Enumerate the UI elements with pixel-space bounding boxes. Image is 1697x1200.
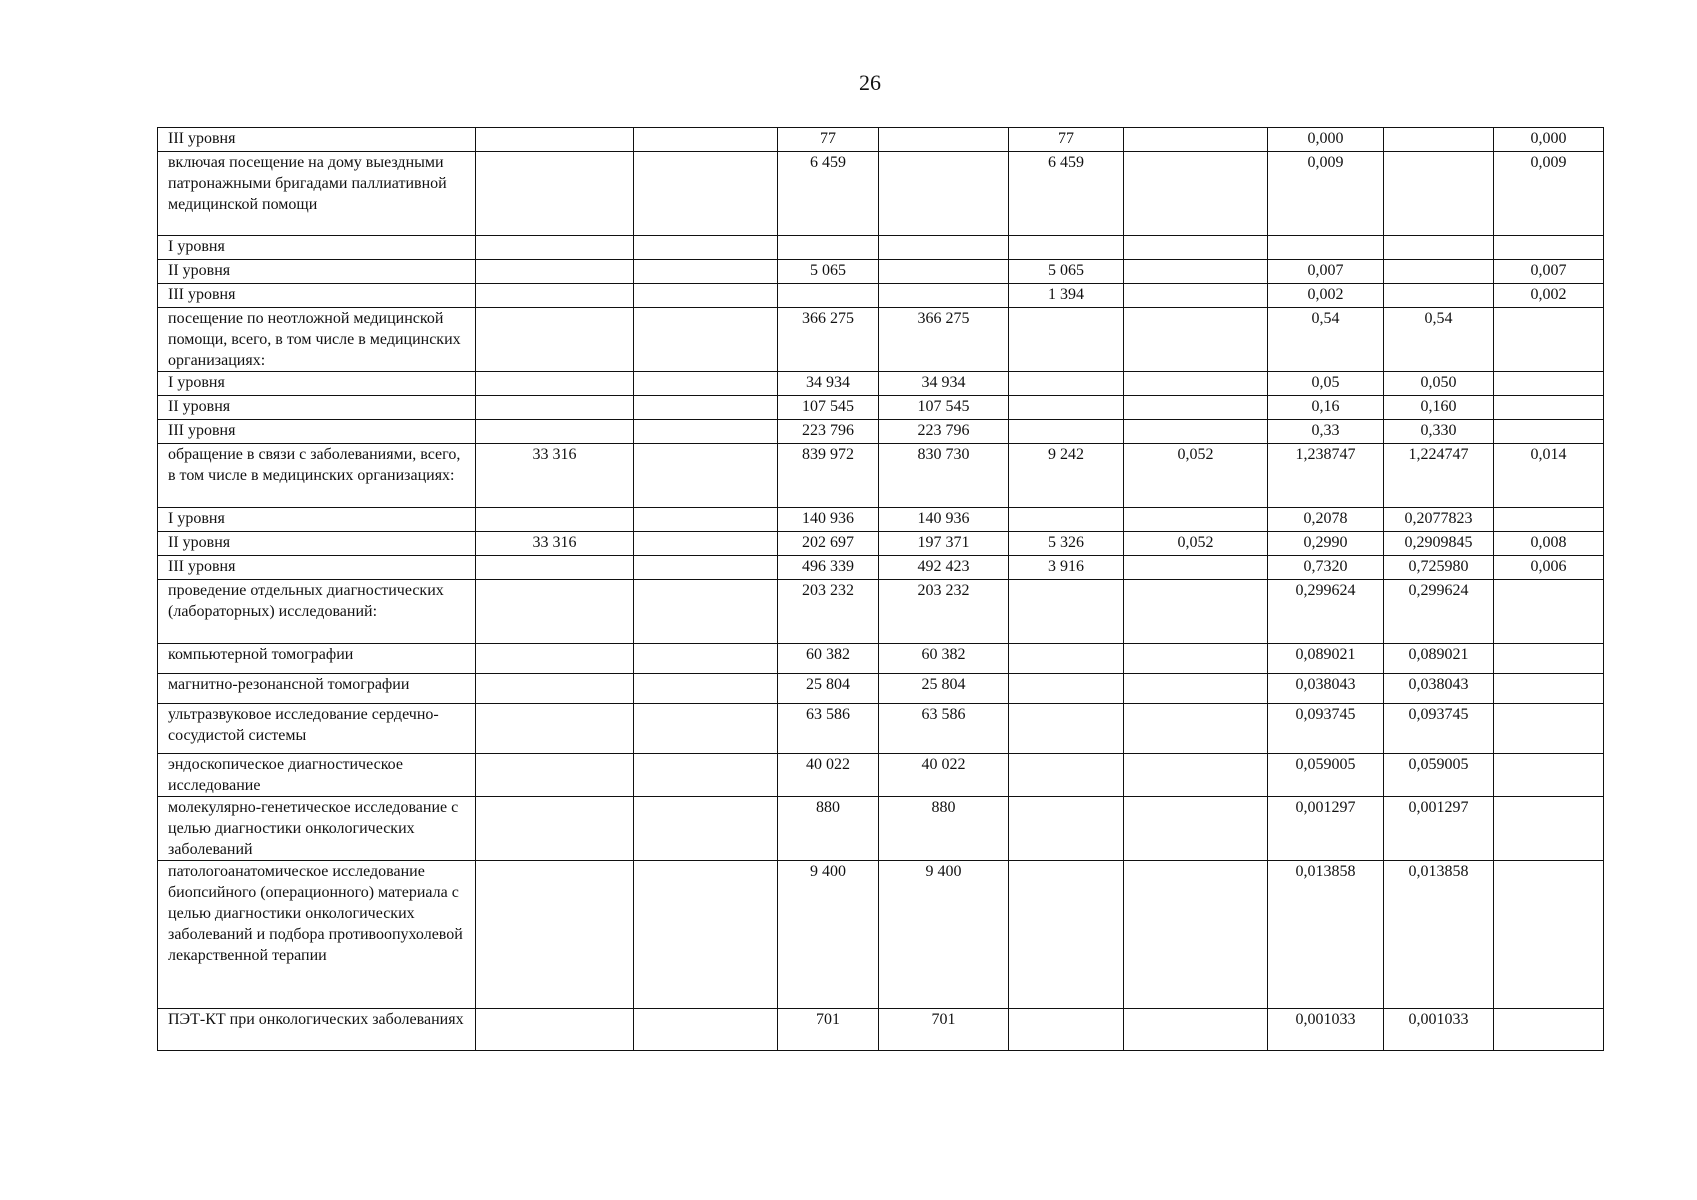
table-cell — [1124, 128, 1268, 152]
table-row — [158, 754, 1604, 797]
table-cell: 5 326 — [1009, 532, 1124, 556]
table-cell: 0,001033 — [1268, 1009, 1384, 1051]
table-cell — [1009, 308, 1124, 372]
table-cell: 34 934 — [778, 372, 879, 396]
table-cell — [634, 704, 778, 754]
table-cell: 3 916 — [1009, 556, 1124, 580]
table-cell: 0,54 — [1268, 308, 1384, 372]
table-cell — [476, 644, 634, 674]
table-cell: 0,160 — [1384, 396, 1494, 420]
table-cell: 77 — [1009, 128, 1124, 152]
row-label: III уровня — [158, 556, 476, 580]
table-cell: 0,54 — [1384, 308, 1494, 372]
table-cell — [1494, 797, 1604, 861]
table-cell — [1009, 396, 1124, 420]
table-cell — [634, 754, 778, 797]
table-cell — [476, 236, 634, 260]
table-cell: 0,000 — [1268, 128, 1384, 152]
table-cell — [476, 556, 634, 580]
table-cell — [634, 508, 778, 532]
table-cell: 701 — [778, 1009, 879, 1051]
table-cell: 0,001033 — [1384, 1009, 1494, 1051]
table-cell — [1009, 644, 1124, 674]
row-label: магнитно-резонансной томографии — [158, 674, 476, 704]
table-cell: 77 — [778, 128, 879, 152]
table-cell — [1124, 556, 1268, 580]
table-cell: 0,089021 — [1384, 644, 1494, 674]
table-row — [158, 372, 1604, 396]
table-cell: 0,16 — [1268, 396, 1384, 420]
row-label: ультразвуковое исследование сердечно-сосудистой системы — [158, 704, 476, 754]
table-cell: 25 804 — [879, 674, 1009, 704]
table-cell: 0,093745 — [1384, 704, 1494, 754]
table-cell — [1494, 236, 1604, 260]
table-cell — [476, 1009, 634, 1051]
table-cell — [1009, 754, 1124, 797]
row-label: I уровня — [158, 508, 476, 532]
table-cell — [1494, 580, 1604, 644]
table-cell — [1009, 508, 1124, 532]
table-cell — [1124, 644, 1268, 674]
row-label: III уровня — [158, 284, 476, 308]
table-row — [158, 644, 1604, 674]
table-cell — [1009, 372, 1124, 396]
table-cell — [634, 580, 778, 644]
table-cell: 5 065 — [778, 260, 879, 284]
table-cell — [634, 797, 778, 861]
table-cell — [1124, 861, 1268, 1009]
table-row — [158, 1009, 1604, 1051]
table-cell — [1124, 372, 1268, 396]
table-cell: 0,330 — [1384, 420, 1494, 444]
table-cell — [476, 580, 634, 644]
table-cell — [634, 556, 778, 580]
table-cell — [634, 396, 778, 420]
table-cell — [1124, 704, 1268, 754]
table-cell — [778, 284, 879, 308]
table-cell — [1124, 508, 1268, 532]
page-number: 26 — [859, 70, 881, 95]
table-cell: 203 232 — [778, 580, 879, 644]
table-cell: 0,089021 — [1268, 644, 1384, 674]
table-row — [158, 797, 1604, 861]
table-cell — [778, 236, 879, 260]
table-cell — [476, 152, 634, 236]
table-cell — [476, 704, 634, 754]
table-row — [158, 861, 1604, 1009]
table-cell: 6 459 — [1009, 152, 1124, 236]
table-cell — [476, 308, 634, 372]
table-cell — [634, 1009, 778, 1051]
row-label: молекулярно-генетическое исследование с целью диагностики онкологических заболеваний — [158, 797, 476, 861]
table-cell — [1494, 704, 1604, 754]
row-label: обращение в связи с заболеваниями, всего, в том числе в медицинских организациях: — [158, 444, 476, 508]
table-cell — [879, 152, 1009, 236]
table-cell — [476, 797, 634, 861]
table-cell — [1494, 1009, 1604, 1051]
table-cell — [1384, 284, 1494, 308]
table-cell: 0,2990 — [1268, 532, 1384, 556]
table-cell: 60 382 — [879, 644, 1009, 674]
table-cell: 34 934 — [879, 372, 1009, 396]
table-cell — [634, 644, 778, 674]
table-cell: 0,013858 — [1268, 861, 1384, 1009]
table-row — [158, 704, 1604, 754]
table-cell — [634, 128, 778, 152]
table-body — [158, 128, 1604, 1051]
table-cell: 1,238747 — [1268, 444, 1384, 508]
table-cell — [634, 674, 778, 704]
table-cell — [476, 396, 634, 420]
table-cell — [879, 128, 1009, 152]
table-cell: 25 804 — [778, 674, 879, 704]
table-cell: 197 371 — [879, 532, 1009, 556]
table-cell: 9 400 — [879, 861, 1009, 1009]
table-cell — [476, 420, 634, 444]
table-cell: 0,013858 — [1384, 861, 1494, 1009]
table-cell — [1124, 152, 1268, 236]
table-cell — [1124, 308, 1268, 372]
table-cell — [634, 152, 778, 236]
table-cell: 1 394 — [1009, 284, 1124, 308]
table-cell: 107 545 — [778, 396, 879, 420]
data-table — [157, 127, 1604, 1051]
table-cell: 0,008 — [1494, 532, 1604, 556]
table-cell: 0,006 — [1494, 556, 1604, 580]
table-cell: 830 730 — [879, 444, 1009, 508]
table-cell — [1009, 1009, 1124, 1051]
table-cell — [1494, 508, 1604, 532]
table-cell — [634, 308, 778, 372]
table-cell: 0,002 — [1268, 284, 1384, 308]
table-row — [158, 236, 1604, 260]
table-cell: 0,725980 — [1384, 556, 1494, 580]
table-cell: 0,001297 — [1384, 797, 1494, 861]
table-row — [158, 508, 1604, 532]
table-cell: 880 — [778, 797, 879, 861]
row-label: посещение по неотложной медицинской помощи, всего, в том числе в медицинских организациях: — [158, 308, 476, 372]
table-cell: 63 586 — [879, 704, 1009, 754]
table-cell: 496 339 — [778, 556, 879, 580]
table-cell: 492 423 — [879, 556, 1009, 580]
table-cell: 0,059005 — [1268, 754, 1384, 797]
table-cell: 0,038043 — [1384, 674, 1494, 704]
table-cell — [879, 236, 1009, 260]
table-row — [158, 532, 1604, 556]
table-cell: 33 316 — [476, 532, 634, 556]
row-label: ПЭТ-КТ при онкологических заболеваниях — [158, 1009, 476, 1051]
table-cell: 202 697 — [778, 532, 879, 556]
table-cell — [1384, 152, 1494, 236]
row-label: II уровня — [158, 396, 476, 420]
table-cell: 0,2078 — [1268, 508, 1384, 532]
table-cell: 366 275 — [879, 308, 1009, 372]
table-cell: 140 936 — [879, 508, 1009, 532]
table-cell — [1124, 420, 1268, 444]
table-cell — [1124, 674, 1268, 704]
table-cell — [634, 420, 778, 444]
table-cell — [634, 372, 778, 396]
table-cell — [1124, 260, 1268, 284]
table-cell — [1124, 396, 1268, 420]
table-cell: 839 972 — [778, 444, 879, 508]
table-cell: 0,299624 — [1384, 580, 1494, 644]
table-cell — [1268, 236, 1384, 260]
table-cell — [634, 444, 778, 508]
table-cell — [476, 284, 634, 308]
row-label: эндоскопическое диагностическое исследование — [158, 754, 476, 797]
table-cell: 0,052 — [1124, 444, 1268, 508]
table-cell: 0,052 — [1124, 532, 1268, 556]
table-cell — [1124, 236, 1268, 260]
table-cell — [1009, 861, 1124, 1009]
table-cell — [1494, 372, 1604, 396]
table-cell: 880 — [879, 797, 1009, 861]
table-cell — [1009, 674, 1124, 704]
table-cell: 203 232 — [879, 580, 1009, 644]
table-cell: 0,299624 — [1268, 580, 1384, 644]
table-cell: 0,001297 — [1268, 797, 1384, 861]
table-cell — [476, 508, 634, 532]
row-label: компьютерной томографии — [158, 644, 476, 674]
table-cell — [634, 284, 778, 308]
table-cell: 0,002 — [1494, 284, 1604, 308]
row-label: II уровня — [158, 260, 476, 284]
table-cell — [476, 674, 634, 704]
row-label: III уровня — [158, 420, 476, 444]
table-cell — [1384, 236, 1494, 260]
table-cell — [1384, 260, 1494, 284]
table-cell — [1124, 797, 1268, 861]
table-row — [158, 444, 1604, 508]
table-cell — [1494, 674, 1604, 704]
table-cell: 0,000 — [1494, 128, 1604, 152]
table-cell — [1494, 308, 1604, 372]
table-cell: 9 400 — [778, 861, 879, 1009]
table-cell: 0,007 — [1268, 260, 1384, 284]
table-cell: 0,007 — [1494, 260, 1604, 284]
table-cell — [1494, 420, 1604, 444]
table-cell: 5 065 — [1009, 260, 1124, 284]
table-cell: 366 275 — [778, 308, 879, 372]
table-cell — [1009, 797, 1124, 861]
table-cell — [1124, 284, 1268, 308]
table-row — [158, 580, 1604, 644]
table-cell — [1009, 704, 1124, 754]
table-cell — [476, 128, 634, 152]
row-label: III уровня — [158, 128, 476, 152]
table-cell: 0,7320 — [1268, 556, 1384, 580]
row-label: включая посещение на дому выездными патронажными бригадами паллиативной медицинской помощи — [158, 152, 476, 236]
table-cell: 223 796 — [778, 420, 879, 444]
table-cell: 0,05 — [1268, 372, 1384, 396]
table-cell — [634, 532, 778, 556]
row-label: II уровня — [158, 532, 476, 556]
table-cell — [1009, 420, 1124, 444]
table-cell: 0,2909845 — [1384, 532, 1494, 556]
table-cell: 40 022 — [879, 754, 1009, 797]
table-row — [158, 284, 1604, 308]
table-cell: 0,059005 — [1384, 754, 1494, 797]
table-cell — [1124, 754, 1268, 797]
table-row — [158, 420, 1604, 444]
table-cell: 140 936 — [778, 508, 879, 532]
row-label: проведение отдельных диагностических (лабораторных) исследований: — [158, 580, 476, 644]
table-cell: 0,050 — [1384, 372, 1494, 396]
table-row — [158, 260, 1604, 284]
table-cell: 0,093745 — [1268, 704, 1384, 754]
table-cell: 0,009 — [1268, 152, 1384, 236]
table-cell — [634, 236, 778, 260]
table-cell: 0,2077823 — [1384, 508, 1494, 532]
table-row — [158, 556, 1604, 580]
table-cell: 0,038043 — [1268, 674, 1384, 704]
table-cell: 63 586 — [778, 704, 879, 754]
table-row — [158, 674, 1604, 704]
table-cell: 701 — [879, 1009, 1009, 1051]
row-label: патологоанатомическое исследование биопсийного (операционного) материала с целью диагностики онкологических заболеваний и подбора противоопухолевой лекарственной терапии — [158, 861, 476, 1009]
table-cell — [476, 861, 634, 1009]
table-cell — [1384, 128, 1494, 152]
table-cell — [476, 260, 634, 284]
table-cell: 223 796 — [879, 420, 1009, 444]
table-row — [158, 128, 1604, 152]
table-cell — [476, 372, 634, 396]
table-cell — [1494, 861, 1604, 1009]
table-cell — [1494, 754, 1604, 797]
table-cell — [879, 284, 1009, 308]
table-cell: 107 545 — [879, 396, 1009, 420]
table-cell — [879, 260, 1009, 284]
table-cell: 1,224747 — [1384, 444, 1494, 508]
table-cell — [476, 754, 634, 797]
table-cell: 0,014 — [1494, 444, 1604, 508]
row-label: I уровня — [158, 236, 476, 260]
table-cell: 0,009 — [1494, 152, 1604, 236]
table-cell — [1494, 644, 1604, 674]
table-cell: 60 382 — [778, 644, 879, 674]
table-cell: 40 022 — [778, 754, 879, 797]
table-cell — [634, 260, 778, 284]
table-cell: 9 242 — [1009, 444, 1124, 508]
table-row — [158, 152, 1604, 236]
table-cell: 33 316 — [476, 444, 634, 508]
table-cell — [634, 861, 778, 1009]
table-cell — [1009, 580, 1124, 644]
table-cell — [1124, 1009, 1268, 1051]
table-row — [158, 308, 1604, 372]
table-row — [158, 396, 1604, 420]
table-cell — [1494, 396, 1604, 420]
table-cell: 0,33 — [1268, 420, 1384, 444]
table-cell — [1124, 580, 1268, 644]
row-label: I уровня — [158, 372, 476, 396]
table-cell — [1009, 236, 1124, 260]
table-cell: 6 459 — [778, 152, 879, 236]
